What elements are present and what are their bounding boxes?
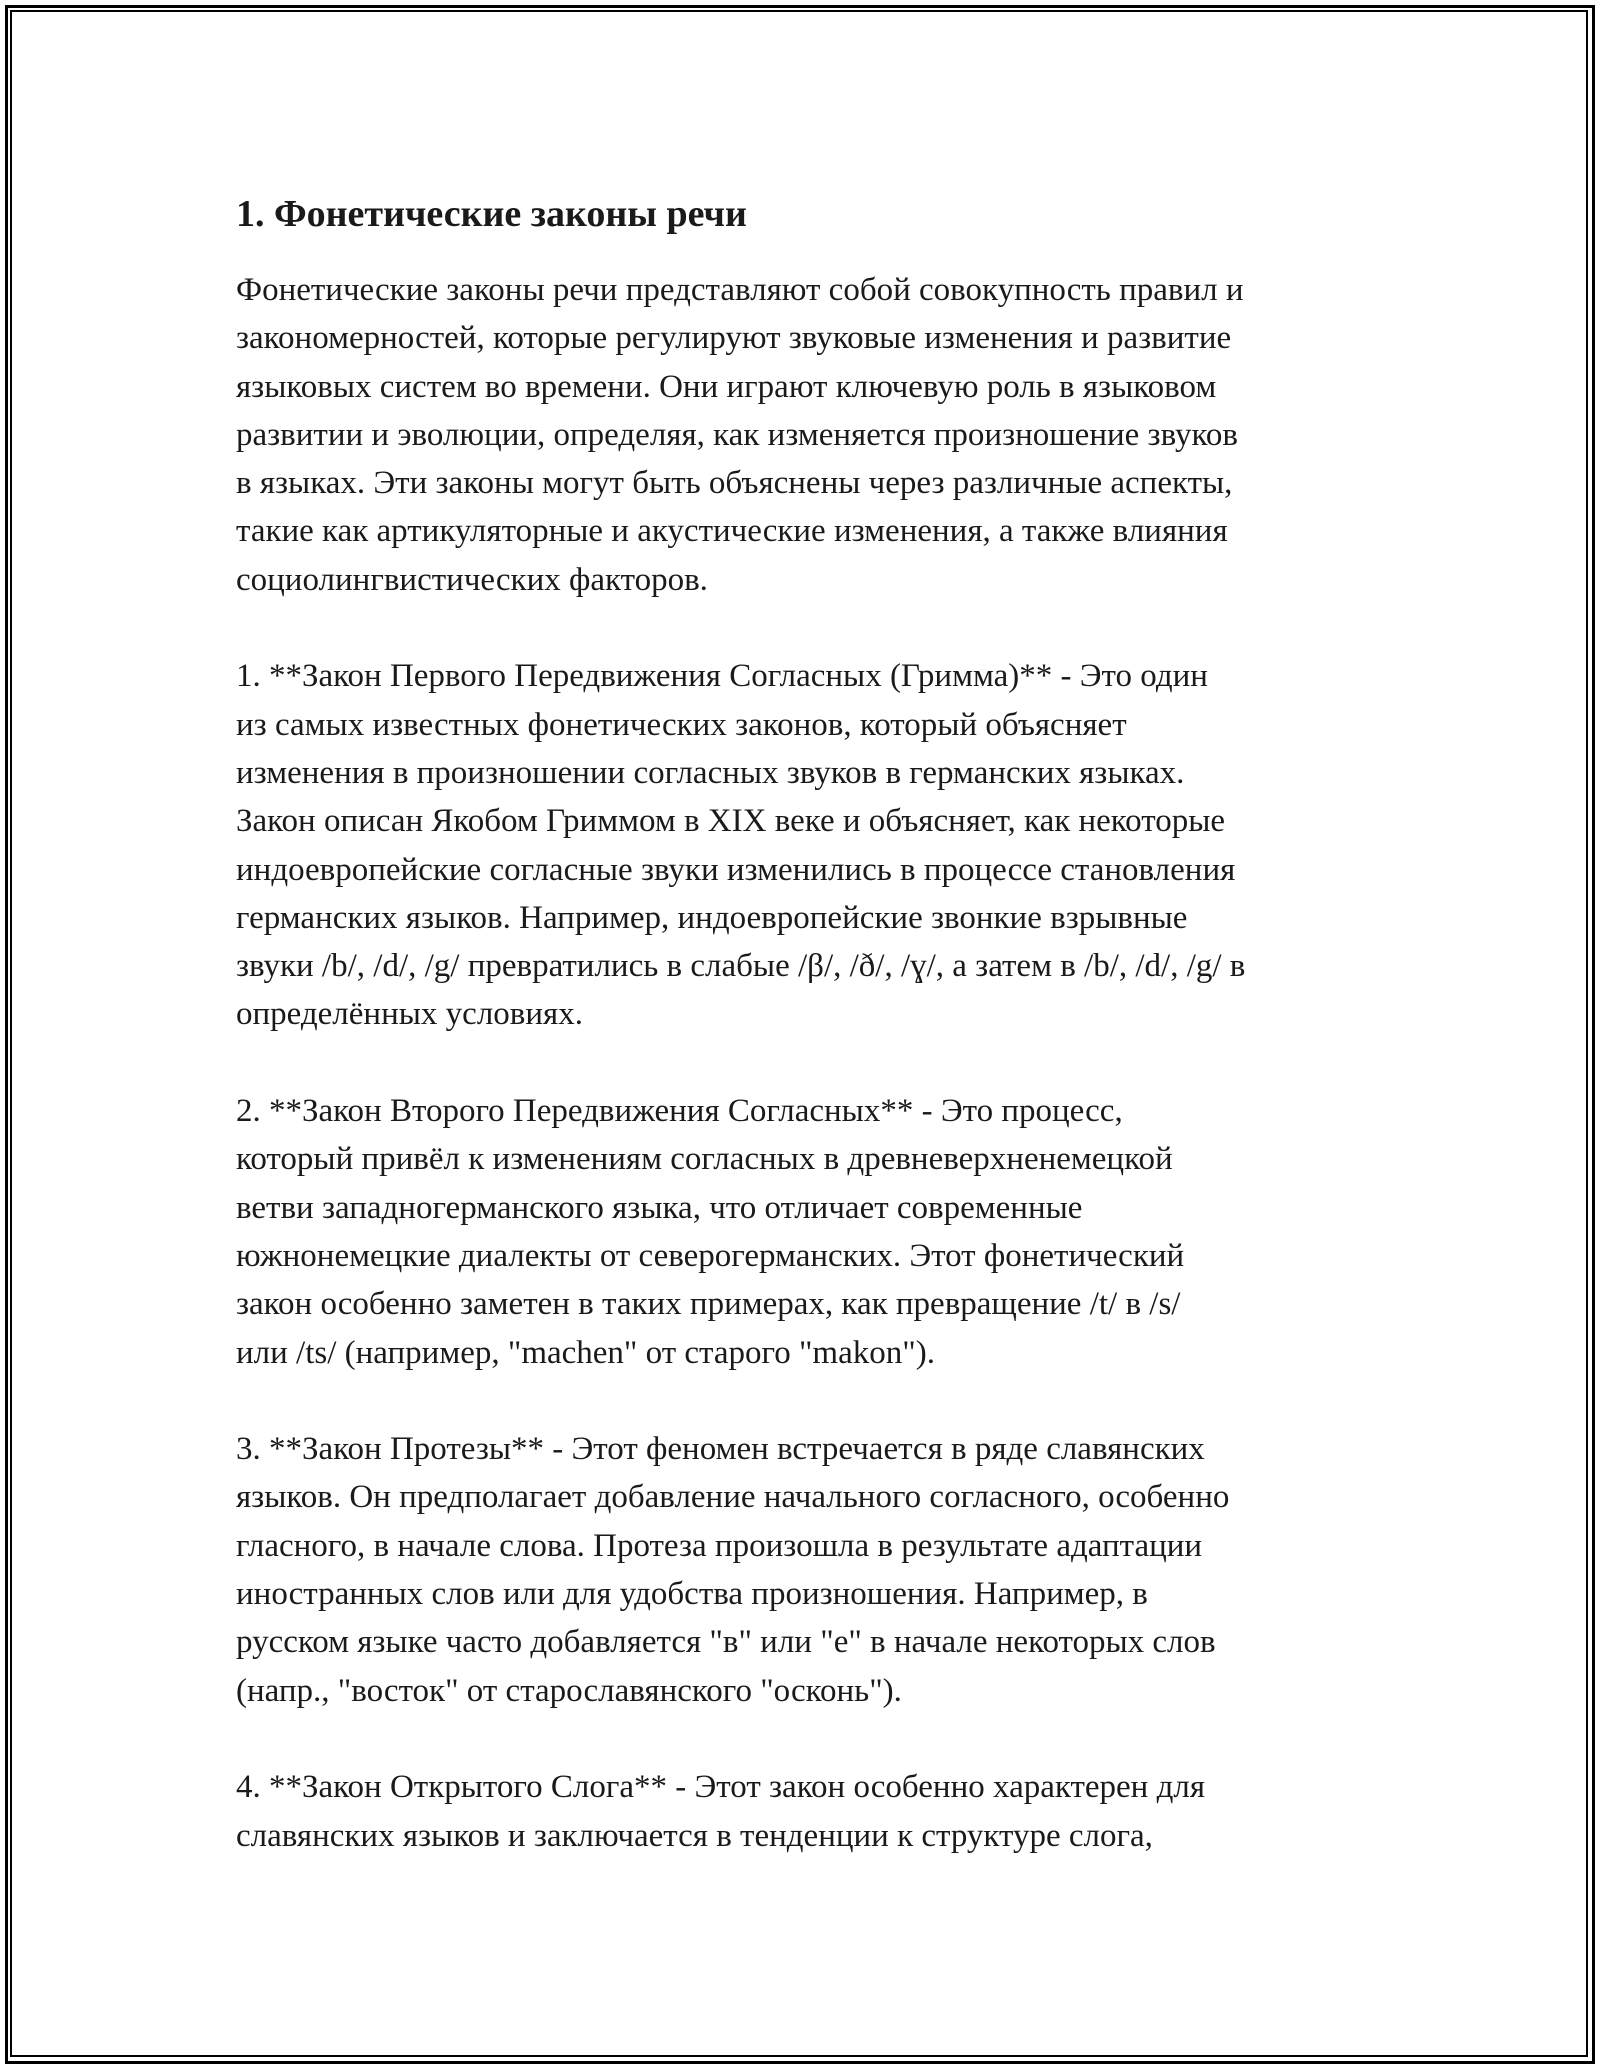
prothesis-paragraph: [236, 1425, 1376, 1715]
paragraph-line: языковых систем во времени. Они играют ключевую роль в языковом: [236, 368, 1217, 405]
section-heading: 1. Фонетические законы речи: [236, 193, 747, 235]
paragraph-line: Фонетические законы речи представляют собой совокупность правил и: [236, 272, 1244, 308]
paragraph-line: 2. **Закон Второго Передвижения Согласных** - Это процесс,: [236, 1093, 1123, 1130]
paragraph-line: изменения в произношении согласных звуков в германских языках.: [236, 754, 1185, 791]
second-shift-paragraph: [236, 1087, 1376, 1377]
intro-paragraph: [236, 266, 1376, 604]
paragraph-line: из самых известных фонетических законов, который объясняет: [236, 706, 1127, 743]
paragraph-line: определённых условиях.: [236, 996, 583, 1033]
paragraph-line: 3. **Закон Протезы** - Этот феномен встречается в ряде славянских: [236, 1431, 1205, 1468]
paragraph-line: 1. **Закон Первого Передвижения Согласных (Гримма)** - Это один: [236, 658, 1208, 695]
paragraph-line: звуки /b/, /d/, /g/ превратились в слабые /β/, /ð/, /ɣ/, а затем в /b/, /d/, /g/ в: [236, 948, 1246, 985]
paragraph-line: социолингвистических факторов.: [236, 561, 708, 598]
paragraph-line: Закон описан Якобом Гриммом в XIX веке и объясняет, как некоторые: [236, 803, 1226, 840]
paragraph-line: 4. **Закон Открытого Слога** - Этот закон особенно характерен для: [236, 1769, 1206, 1806]
paragraph-line: развитии и эволюции, определяя, как изменяется произношение звуков: [236, 416, 1238, 453]
open-syllable-paragraph: [236, 1763, 1376, 1860]
document-page: [236, 190, 1376, 1908]
paragraph-line: индоевропейские согласные звуки изменились в процессе становления: [236, 851, 1236, 888]
paragraph-line: гласного, в начале слова. Протеза произошла в результате адаптации: [236, 1527, 1203, 1564]
paragraph-line: в языках. Эти законы могут быть объяснены через различные аспекты,: [236, 465, 1233, 502]
paragraph-line: иностранных слов или для удобства произношения. Например, в: [236, 1576, 1148, 1613]
grimm-law-paragraph: [236, 652, 1376, 1038]
paragraph-line: южнонемецкие диалекты от северогерманских. Этот фонетический: [236, 1237, 1185, 1274]
paragraph-line: который привёл к изменениям согласных в древневерхненемецкой: [236, 1141, 1173, 1178]
paragraph-line: русском языке часто добавляется "в" или "е" в начале некоторых слов: [236, 1624, 1216, 1661]
paragraph-line: (напр., "восток" от старославянского "осконь").: [236, 1672, 902, 1709]
paragraph-line: ветви западногерманского языка, что отличает современные: [236, 1189, 1083, 1226]
paragraph-line: или /ts/ (например, "machen" от старого "makon").: [236, 1334, 935, 1371]
paragraph-line: языков. Он предполагает добавление начального согласного, особенно: [236, 1479, 1230, 1516]
paragraph-line: такие как артикуляторные и акустические изменения, а также влияния: [236, 513, 1228, 550]
paragraph-line: славянских языков и заключается в тенденции к структуре слога,: [236, 1817, 1153, 1854]
paragraph-line: закономерностей, которые регулируют звуковые изменения и развитие: [236, 320, 1232, 357]
paragraph-line: германских языков. Например, индоевропейские звонкие взрывные: [236, 899, 1188, 936]
paragraph-line: закон особенно заметен в таких примерах, как превращение /t/ в /s/: [236, 1286, 1181, 1323]
